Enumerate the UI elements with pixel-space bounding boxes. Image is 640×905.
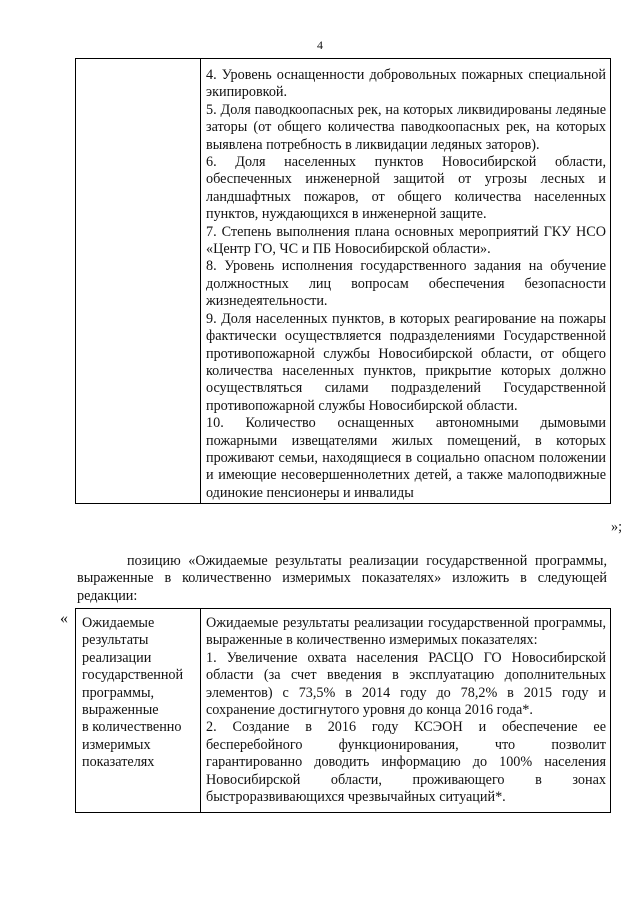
table2-right-cell [201, 609, 611, 813]
left-cell-line: измеримых [82, 736, 151, 753]
indicator-item: 7. Степень выполнения плана основных мероприятий ГКУ НСО «Центр ГО, ЧС и ПБ Новосибирской области». [206, 223, 606, 258]
left-cell-line: Ожидаемые [82, 615, 155, 631]
result-item: 2. Создание в 2016 году КСЭОН и обеспечение ее бесперебойного функционирования, что позволит гарантированно доводить информацию до 100% населения Новосибирской области, проживающего в зонах быстроразвивающихся чрезвычайных ситуаций*. [206, 719, 606, 806]
results-heading: Ожидаемые результаты реализации государственной программы, выраженные в количественно измеримых показателях: [206, 615, 606, 649]
table1-left-cell [76, 59, 201, 504]
closing-quote: »; [611, 519, 623, 535]
left-cell-line: государственной [82, 667, 184, 684]
indicator-item: 9. Доля населенных пунктов, в которых реагирование на пожары фактически осуществляется подразделениями Государственной противопожарной службы Новосибирской области, от общего количества населенных пунктов, прикрытие которых должно осуществляться силами подразделений Государственной противопожарной службы Новосибирской области. [206, 310, 606, 414]
indicator-item: 10. Количество оснащенных автономными дымовыми пожарными извещателями жилых помещений, в которых проживают семьи, находящиеся в социально опасном положении и имеющие несовершеннолетних детей, а также малоподвижные одинокие пенсионеры и инвалиды [206, 415, 606, 501]
left-cell-line: программы, [82, 684, 155, 701]
table2-left-cell [76, 609, 201, 813]
table1-right-cell [201, 59, 611, 504]
left-cell-line: показателях [82, 754, 155, 771]
left-cell-line: выраженные [82, 702, 159, 719]
instruction-paragraph: позицию «Ожидаемые результаты реализации государственной программы, выраженные в количественно измеримых показателях» изложить в следующей редакции: [77, 553, 607, 604]
left-cell-line: реализации [82, 649, 152, 666]
indicator-item: 8. Уровень исполнения государственного задания на обучение должностных лиц вопросам обеспечения безопасности жизнедеятельности. [206, 258, 606, 310]
indicator-item: 4. Уровень оснащенности добровольных пожарных специальной экипировкой. [206, 67, 606, 101]
expected-results-table [75, 608, 611, 813]
indicator-item: 6. Доля населенных пунктов Новосибирской области, обеспеченных инженерной защитой от угрозы лесных и ландшафтных пожаров, от общего количества населенных пунктов, нуждающихся в инженерной защите. [206, 154, 606, 223]
page-number: 4 [317, 38, 323, 52]
indicator-item: 5. Доля паводкоопасных рек, на которых ликвидированы ледяные заторы (от общего количества паводкоопасных рек, на которых выявлена потребность в ликвидации ледяных заторов). [206, 101, 606, 153]
result-item: 1. Увеличение охвата населения РАСЦО ГО Новосибирской области (за счет введения в эксплуатацию дополнительных элементов) с 73,5% в 2014 году до 78,2% в 2015 году и сохранение достигнутого уровня до конца 2016 года*. [206, 649, 606, 719]
indicators-table-continued [75, 58, 611, 504]
left-cell-line: в количественно [82, 719, 182, 736]
left-cell-line: результаты [82, 632, 149, 649]
opening-quote: « [60, 610, 68, 627]
